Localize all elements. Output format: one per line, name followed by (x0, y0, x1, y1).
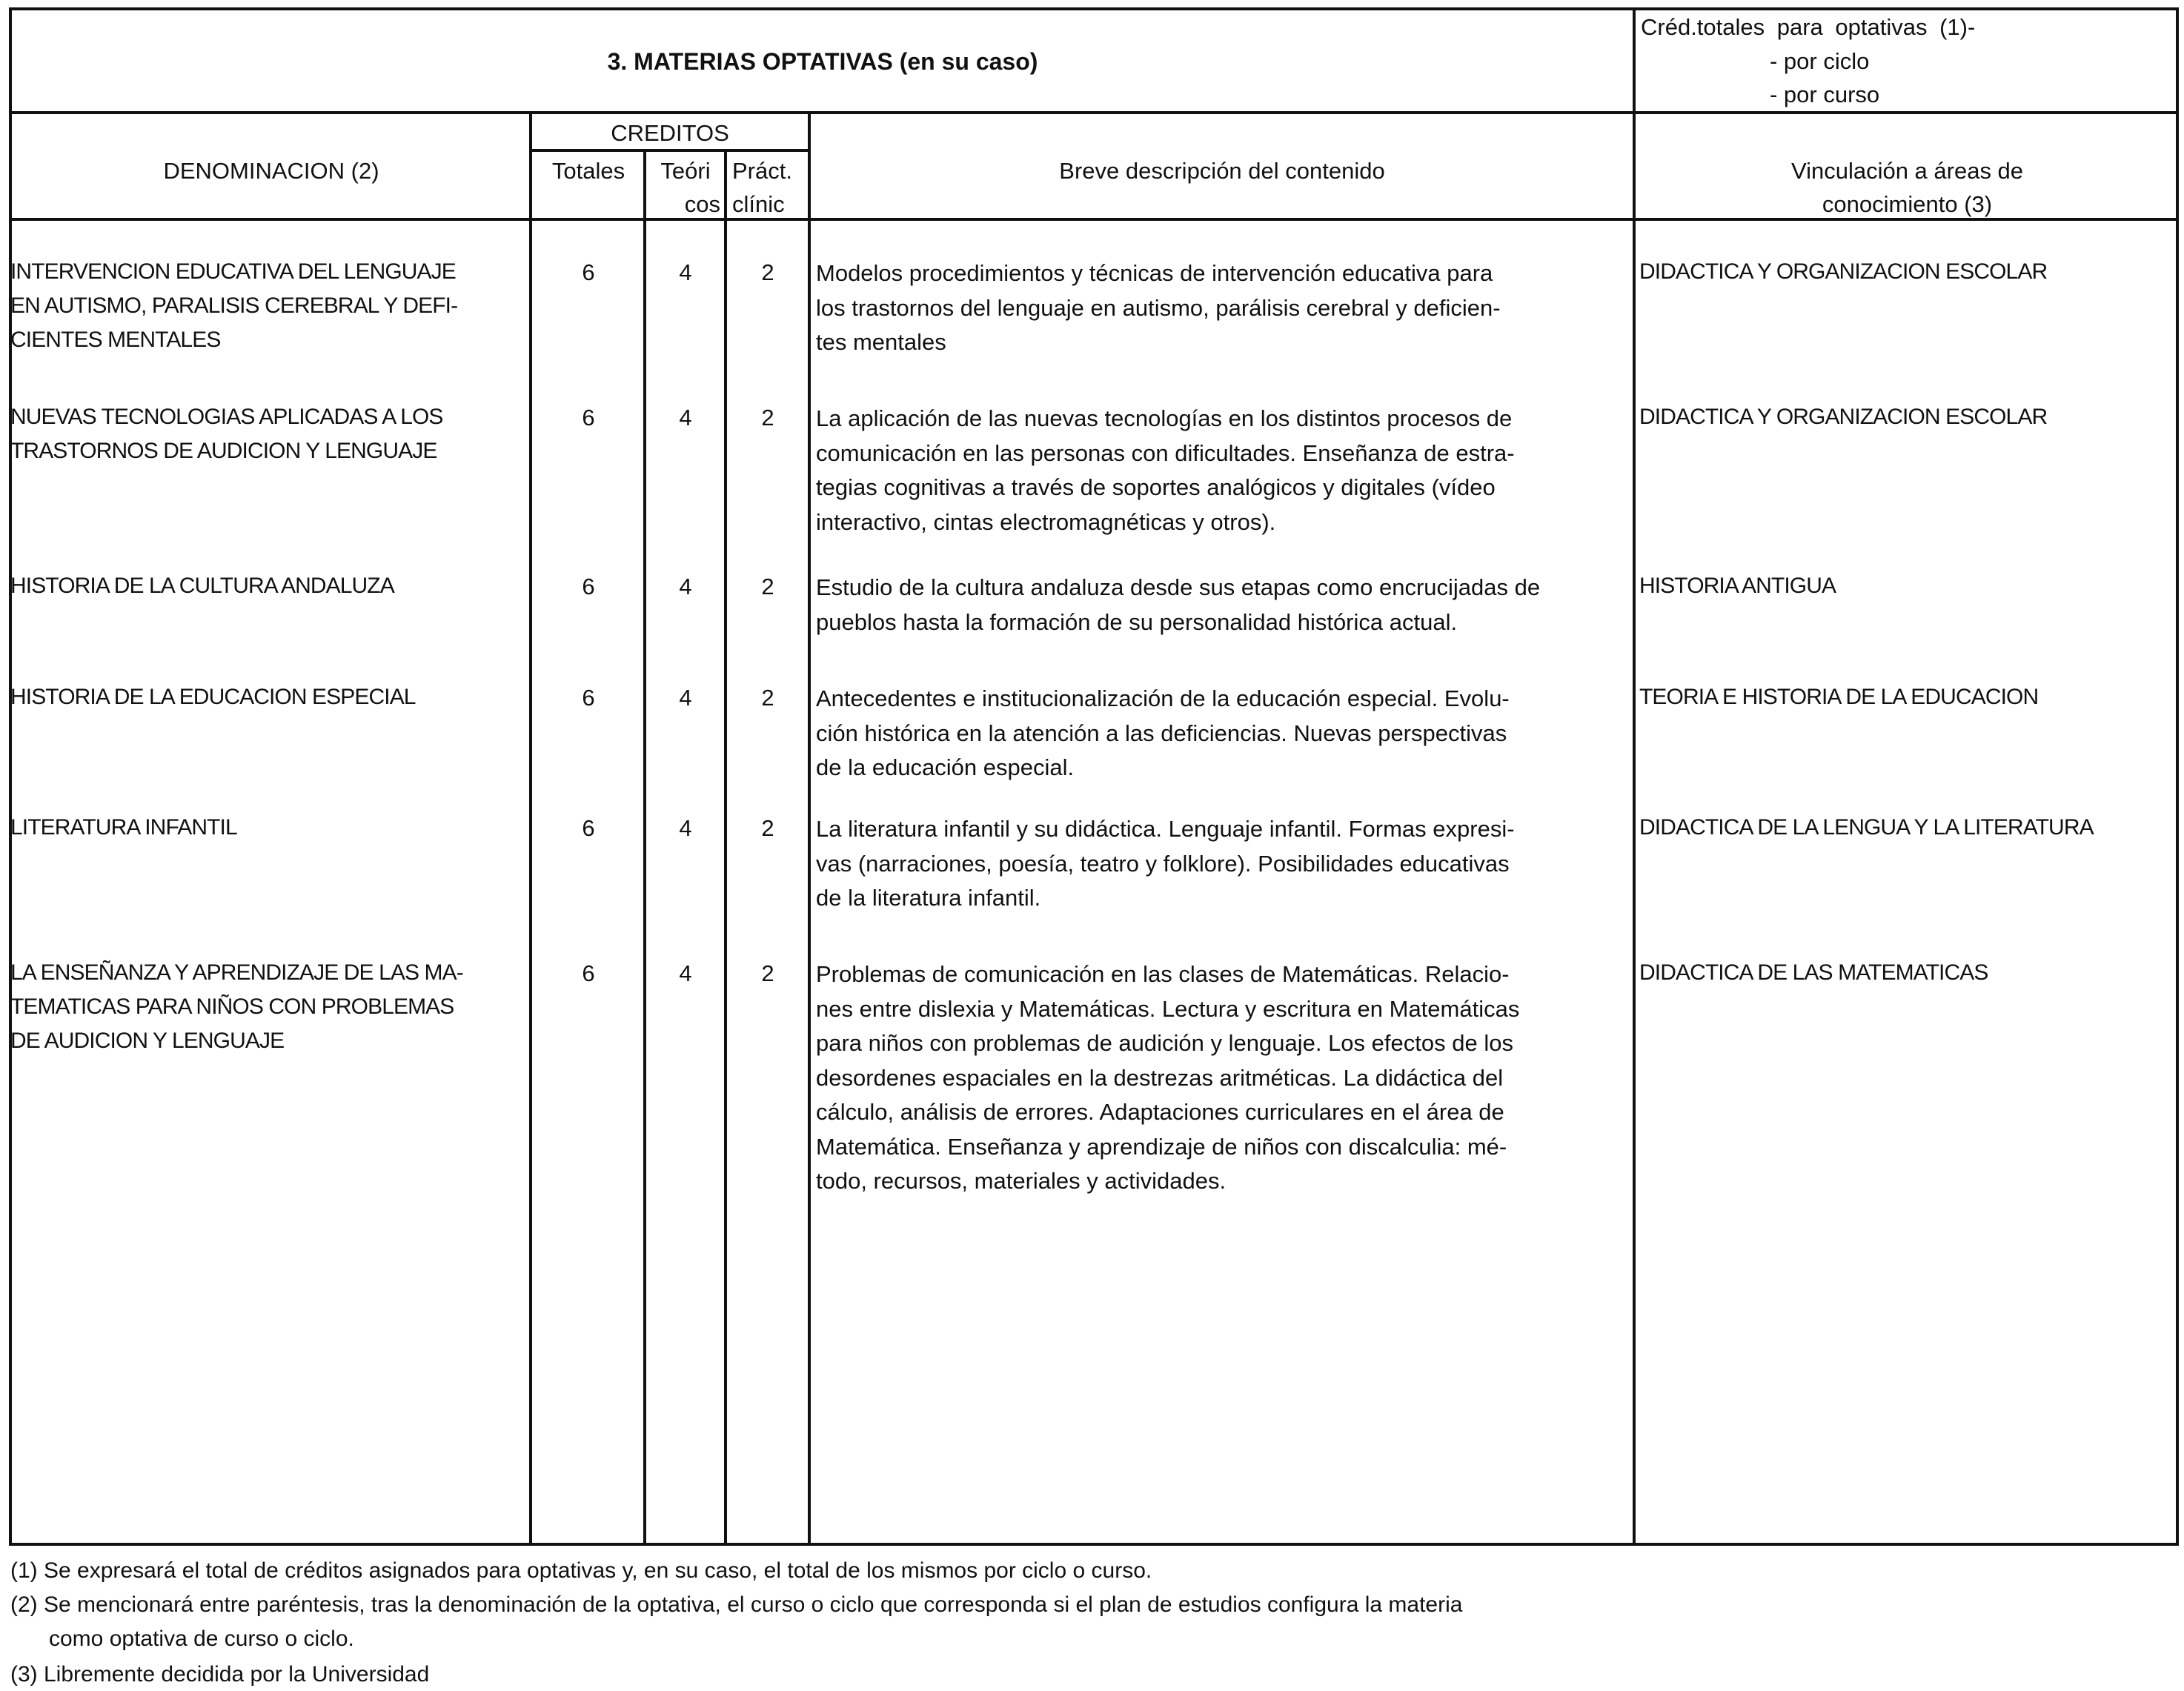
por-curso-label: - por curso (1770, 82, 1880, 107)
col-divider-teoricos (724, 149, 727, 1546)
row-totales: 6 (582, 960, 595, 986)
row-totales: 6 (582, 815, 595, 841)
row-denominacion-line: INTERVENCION EDUCATIVA DEL LENGUAJE (10, 259, 456, 284)
row-description-line: Modelos procedimientos y técnicas de intervención educativa para (816, 260, 1493, 286)
row-description-line: Problemas de comunicación en las clases de Matemáticas. Relacio- (816, 961, 1510, 987)
row-description-line: tegias cognitivas a través de soportes analógicos y digitales (vídeo (816, 474, 1496, 500)
por-ciclo-label: - por ciclo (1770, 48, 1870, 74)
row-teoricos: 4 (679, 815, 692, 841)
row-description-line: de la educación especial. (816, 754, 1075, 780)
row-totales: 6 (582, 259, 595, 285)
row-teoricos: 4 (679, 405, 692, 431)
footnote-3: (3) Libremente decidida por la Universidad (10, 1662, 430, 1687)
row-teoricos: 4 (679, 259, 692, 285)
row-description-line: comunicación en las personas con dificultades. Enseñanza de estra- (816, 439, 1515, 466)
footnote-1: (1) Se expresará el total de créditos asignados para optativas y, en su caso, el total de los mismos por ciclo o curso. (10, 1558, 1152, 1583)
col-divider-descripcion (1633, 7, 1636, 1546)
row-description-line: La aplicación de las nuevas tecnologías en los distintos procesos de (816, 405, 1513, 431)
footnote-2-cont: como optativa de curso o ciclo. (49, 1627, 354, 1651)
row-description-line: de la literatura infantil. (816, 885, 1041, 911)
row-area: HISTORIA ANTIGUA (1639, 574, 1836, 598)
section-title: 3. MATERIAS OPTATIVAS (en su caso) (607, 48, 1038, 75)
practicos-header-1: Práct. (732, 158, 792, 184)
row-denominacion-line: NUEVAS TECNOLOGIAS APLICADAS A LOS (10, 405, 443, 429)
teoricos-header-2: cos (684, 191, 720, 217)
row-description-line: los trastornos del lenguaje en autismo, parálisis cerebral y deficien- (816, 294, 1501, 321)
row-denominacion-line: DE AUDICION Y LENGUAJE (10, 1029, 285, 1053)
practicos-header-2: clínic (732, 191, 785, 217)
denominacion-header: DENOMINACION (2) (163, 158, 379, 184)
row-description-line: nes entre dislexia y Matemáticas. Lectura y escritura en Matemáticas (816, 995, 1520, 1022)
row-totales: 6 (582, 685, 595, 711)
row-description-line: Antecedentes e institucionalización de la educación especial. Evolu- (816, 685, 1510, 711)
row-denominacion-line: LA ENSEÑANZA Y APRENDIZAJE DE LAS MA- (10, 960, 463, 985)
row-totales: 6 (582, 574, 595, 599)
row-denominacion-line: LITERATURA INFANTIL (10, 815, 237, 840)
footnote-2: (2) Se mencionará entre paréntesis, tras la denominación de la optativa, el curso o ciclo que corresponda si el plan de estudios configura la materia (10, 1592, 1463, 1617)
creditos-header: CREDITOS (611, 120, 729, 146)
row-practicos: 2 (761, 574, 774, 599)
row-description-line: tes mentales (816, 329, 946, 355)
row-description-line: para niños con problemas de audición y lenguaje. Los efectos de los (816, 1030, 1513, 1056)
row-practicos: 2 (761, 960, 774, 986)
row-description-line: Estudio de la cultura andaluza desde sus etapas como encrucijadas de (816, 574, 1541, 600)
row-denominacion-line: HISTORIA DE LA CULTURA ANDALUZA (10, 574, 394, 598)
vinculacion-header-1: Vinculación a áreas de (1790, 158, 2024, 184)
row-denominacion-line: CIENTES MENTALES (10, 328, 221, 352)
row-denominacion-line: HISTORIA DE LA EDUCACION ESPECIAL (10, 685, 416, 709)
row-denominacion-line: TRASTORNOS DE AUDICION Y LENGUAJE (10, 439, 437, 463)
row-area: DIDACTICA DE LA LENGUA Y LA LITERATURA (1639, 815, 2094, 840)
row-description-line: todo, recursos, materiales y actividades. (816, 1168, 1227, 1194)
descripcion-header: Breve descripción del contenido (1059, 158, 1385, 184)
row-denominacion-line: TEMATICAS PARA NIÑOS CON PROBLEMAS (10, 994, 454, 1019)
row-area: DIDACTICA DE LAS MATEMATICAS (1639, 960, 1988, 985)
row-area: DIDACTICA Y ORGANIZACION ESCOLAR (1639, 405, 2048, 429)
row-denominacion-line: EN AUTISMO, PARALISIS CEREBRAL Y DEFI- (10, 293, 458, 318)
row-description-line: La literatura infantil y su didáctica. Lenguaje infantil. Formas expresi- (816, 816, 1515, 842)
row-practicos: 2 (761, 405, 774, 431)
row-teoricos: 4 (679, 685, 692, 711)
row-teoricos: 4 (679, 574, 692, 599)
totales-header: Totales (551, 158, 625, 184)
teoricos-header-1: Teóri (660, 158, 711, 184)
row-description-line: vas (narraciones, poesía, teatro y folklore). Posibilidades educativas (816, 850, 1510, 877)
row-description-line: pueblos hasta la formación de su personalidad histórica actual. (816, 608, 1458, 635)
row-description-line: Matemática. Enseñanza y aprendizaje de niños con discalculia: mé- (816, 1133, 1507, 1160)
row-practicos: 2 (761, 685, 774, 711)
col-divider-totales (643, 149, 646, 1546)
row-description-line: interactivo, cintas electromagnéticas y otros). (816, 508, 1276, 535)
row-area: DIDACTICA Y ORGANIZACION ESCOLAR (1639, 259, 2048, 284)
row-description-line: ción histórica en la atención a las deficiencias. Nuevas perspectivas (816, 720, 1507, 746)
row-practicos: 2 (761, 259, 774, 285)
row-description-line: desordenes espaciales en la destrezas aritméticas. La didáctica del (816, 1064, 1504, 1091)
row-teoricos: 4 (679, 960, 692, 986)
row-area: TEORIA E HISTORIA DE LA EDUCACION (1639, 685, 2039, 709)
row-practicos: 2 (761, 815, 774, 841)
creditos-totales-label: Créd.totales para optativas (1)- (1641, 14, 1976, 40)
row-description-line: cálculo, análisis de errores. Adaptaciones curriculares en el área de (816, 1099, 1504, 1125)
row-totales: 6 (582, 405, 595, 431)
vinculacion-header-2: conocimiento (3) (1822, 191, 1993, 217)
